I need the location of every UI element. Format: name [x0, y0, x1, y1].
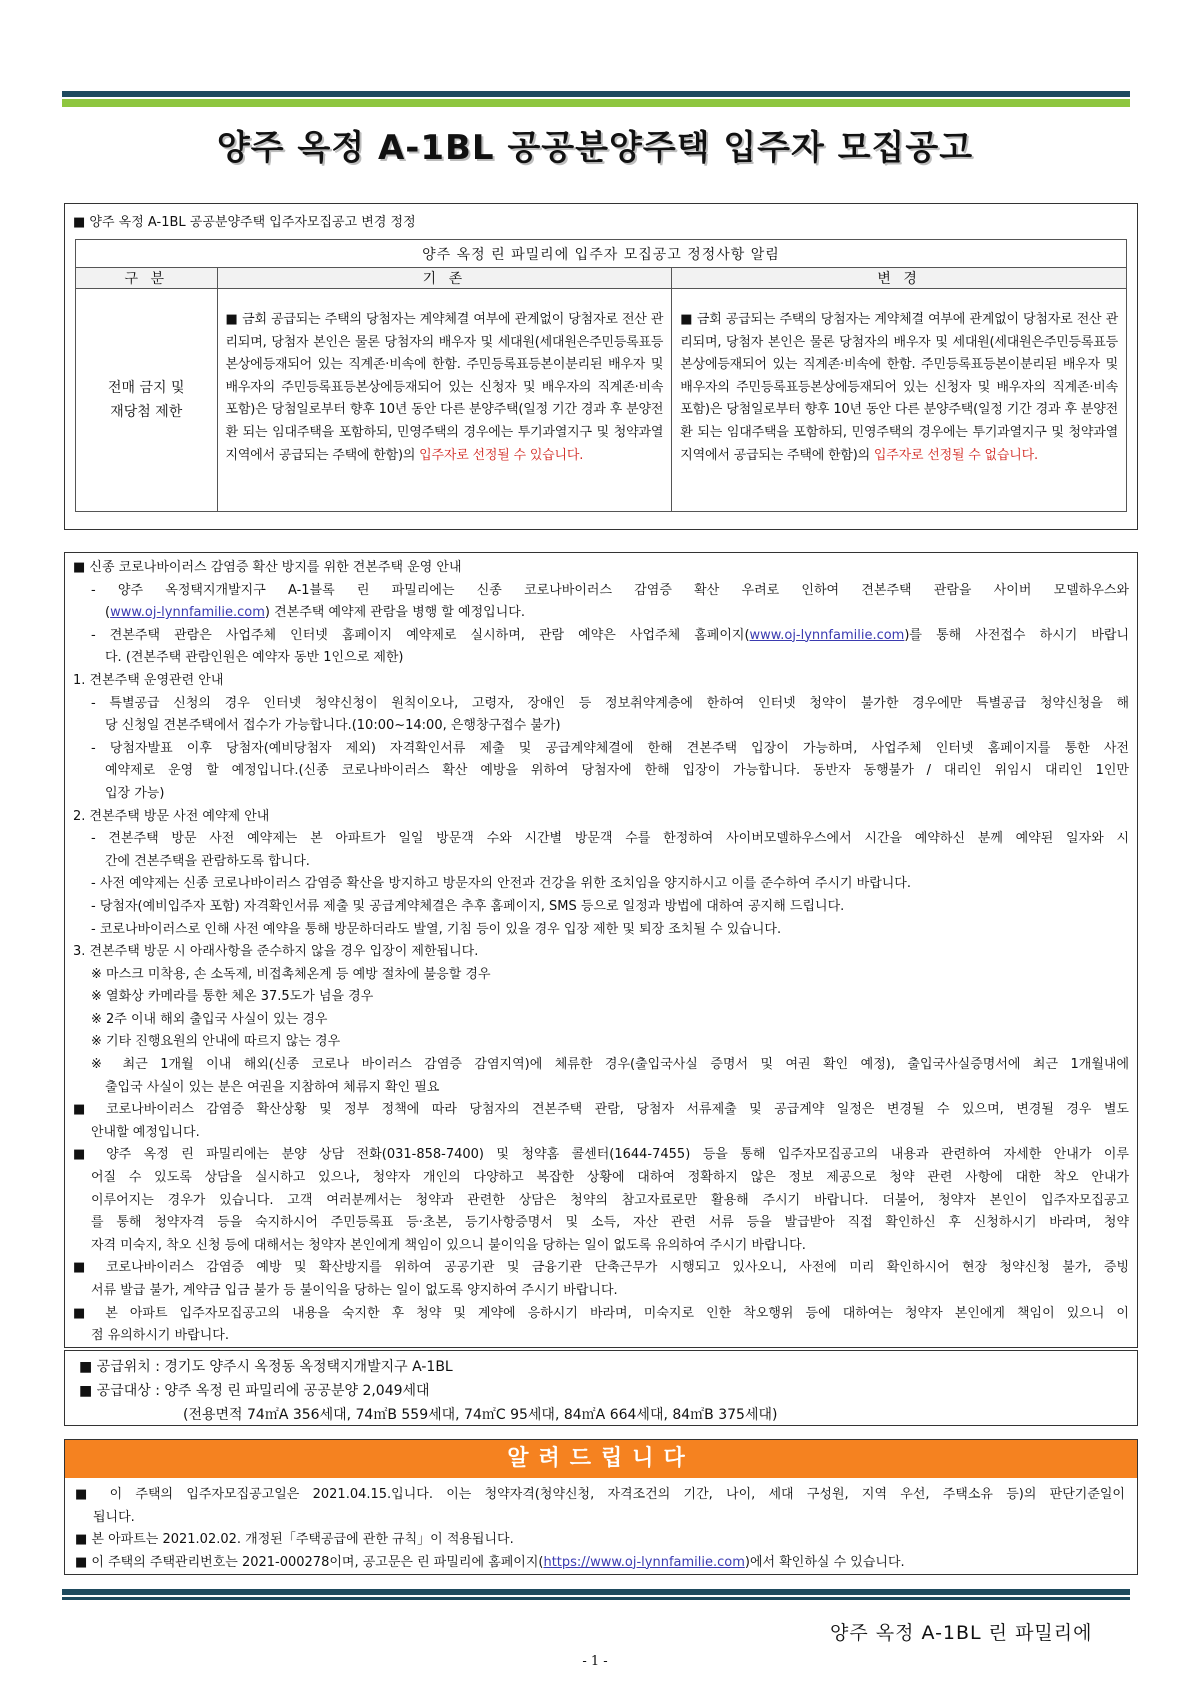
section-heading: 2. 견본주택 방문 사전 예약제 안내 [73, 808, 270, 824]
column-header-before: 기 존 [217, 268, 672, 289]
restriction-item: ※ 기타 진행요원의 안내에 따르지 않는 경우 [91, 1034, 341, 1050]
footer-bar-thick [62, 1589, 1130, 1595]
restriction-item: 출입국 사실이 있는 분은 여권을 지참하여 체류지 확인 필요 [105, 1079, 440, 1095]
notice-paragraph: 서류 발급 불가, 계약금 입금 불가 등 불이익을 당하는 일이 없도록 양지하여 주시기 바랍니다. [91, 1283, 618, 1298]
notice-paragraph: ■ 코로나바이러스 감염증 확산상황 및 정부 정책에 따라 당첨자의 견본주택 관람, 당첨자 서류제출 및 공급계약 일정은 변경될 수 있으며, 변경될 경우 별도 [73, 1102, 1129, 1118]
restriction-item: ※ 최근 1개월 이내 해외(신종 코로나 바이러스 감염증 감염지역)에 체류한 경우(출입국사실 증명서 및 여권 확인 예정), 출입국사실증명서에 최근 1개월내에 [91, 1057, 1129, 1073]
covid-line: 간에 견본주택을 관람하도록 합니다. [105, 853, 310, 869]
correction-table [75, 239, 1127, 512]
section-heading: 3. 견본주택 방문 시 아래사항을 준수하지 않을 경우 입장이 제한됩니다. [73, 944, 479, 960]
covid-notice-text [73, 557, 1129, 1348]
supply-detail: (전용면적 74㎡A 356세대, 74㎡B 559세대, 74㎡C 95세대, 84㎡A 664세대, 84㎡B 375세대) [183, 1407, 778, 1423]
announcement-line [75, 1552, 1125, 1575]
page-number: - 1 - [582, 1654, 608, 1669]
paren-open: ( [105, 605, 111, 621]
notice-paragraph: 점 유의하시기 바랍니다. [91, 1328, 229, 1344]
covid-line: 입장 가능) [105, 785, 165, 801]
after-text: ■ 금회 공급되는 주택의 당첨자는 계약체결 여부에 관계없이 당첨자로 전산 관리되며, 당첨자 본인은 물론 당첨자의 배우자 및 세대원(세대원은주민등록표등본상에등재되어 있는 직계존·비속에 한함. 주민등록표등본이분리된 배우자 및 배우자의 주민등록표등본상에등재되어 있는 신청자 및 배우자의 직계존·비속 포함)은 당첨일로부터 향후 10년 동안 다른 분양주택(일정 기간 경과 후 분양전환 되는 임대주택을 포함하되, 민영주택의 경우에는 투기과열지구 및 청약과열지역에서 공급되는 주택에 한함)의 [680, 312, 1118, 463]
announcement-line: ■ 본 아파트는 2021.02.02. 개정된「주택공급에 관한 규칙」이 적용됩니다. [75, 1532, 514, 1548]
announcement-line: 됩니다. [93, 1509, 135, 1525]
header-bar-navy [62, 91, 1130, 97]
announcement-header: 알려드립니다 [65, 1440, 1137, 1478]
supply-target: ■ 공급대상 : 양주 옥정 린 파밀리에 공공분양 2,049세대 [79, 1383, 430, 1399]
category-line-1: 전매 금지 및 [108, 380, 185, 396]
column-header-category: 구 분 [76, 268, 218, 289]
restriction-item: ※ 2주 이내 해외 출입국 사실이 있는 경우 [91, 1011, 328, 1027]
notice-paragraph: ■ 양주 옥정 린 파밀리에는 분양 상담 전화(031-858-7400) 및 청약홈 콜센터(1644-7455) 등을 통해 입주자모집공고의 내용과 관련하여 자세한 안내가 이루 [73, 1147, 1129, 1163]
after-red-text: 입주자로 선정될 수 없습니다. [873, 447, 1038, 463]
section-heading: 1. 견본주택 운영관련 안내 [73, 672, 224, 688]
covid-line: - 사전 예약제는 신종 코로나바이러스 감염증 확산을 방지하고 방문자의 안전과 건강을 위한 조치임을 양지하시고 이를 준수하여 주시기 바랍니다. [91, 876, 911, 892]
restriction-item: ※ 마스크 미착용, 손 소독제, 비접촉체온계 등 예방 절차에 불응할 경우 [91, 966, 491, 982]
announcement-text-part: )에서 확인하실 수 있습니다. [744, 1554, 905, 1570]
header-bar-green [62, 99, 1130, 107]
announcement-text-part: ■ 이 주택의 주택관리번호는 2021-000278이며, 공고문은 린 파밀리에 홈페이지( [75, 1554, 544, 1570]
supply-info-box [64, 1350, 1138, 1426]
notice-paragraph: 자격 미숙지, 착오 신청 등에 대해서는 청약자 본인에게 책임이 있으니 불이익을 당하는 일이 없도록 유의하여 주시기 바랍니다. [91, 1237, 806, 1253]
announcement-box [64, 1439, 1138, 1575]
covid-line: 당 신청일 견본주택에서 접수가 가능합니다.(10:00~14:00, 은행창구접수 불가) [105, 718, 561, 734]
category-line-2: 재당첨 제한 [110, 404, 183, 420]
notice-paragraph: 어질 수 있도록 상담을 실시하고 있으나, 청약자 개인의 다양하고 복잡한 상황에 대하여 정확하지 않은 정보 제공으로 청약 관련 사항에 대한 착오 안내가 [91, 1170, 1129, 1186]
announcement-line: ■ 이 주택의 입주자모집공고일은 2021.04.15.입니다. 이는 청약자격(청약신청, 자격조건의 기간, 나이, 세대 구성원, 지역 우선, 주택소유 등)의 판단기준일이 [75, 1487, 1125, 1502]
footer-brand: 양주 옥정 A-1BL 린 파밀리에 [830, 1622, 1093, 1644]
after-cell [672, 289, 1127, 512]
before-text: ■ 금회 공급되는 주택의 당첨자는 계약체결 여부에 관계없이 당첨자로 전산 관리되며, 당첨자 본인은 물론 당첨자의 배우자 및 세대원(세대원은주민등록표등본상에등재되어 있는 직계존·비속에 한함. 주민등록표등본이분리된 배우자 및 배우자의 주민등록표등본상에등재되어 있는 신청자 및 배우자의 직계존·비속 포함)은 당첨일로부터 향후 10년 동안 다른 분양주택(일정 기간 경과 후 분양전환 되는 임대주택을 포함하되, 민영주택의 경우에는 투기과열지구 및 청약과열지역에서 공급되는 주택에 한함)의 [225, 312, 664, 463]
covid-line: - 특별공급 신청의 경우 인터넷 청약신청이 원칙이오나, 고령자, 장애인 등 정보취약계층에 한하여 인터넷 청약이 불가한 경우에만 특별공급 청약신청을 해 [91, 695, 1129, 711]
before-red-text: 입주자로 선정될 수 있습니다. [419, 447, 584, 463]
covid-line: - 당첨자발표 이후 당첨자(예비당첨자 제외) 자격확인서류 제출 및 공급계약체결에 한해 견본주택 입장이 가능하며, 사업주체 인터넷 홈페이지를 통한 사전 [91, 740, 1129, 756]
announcement-text [75, 1484, 1125, 1574]
covid-line [73, 602, 1129, 625]
homepage-link[interactable]: www.oj-lynnfamilie.com [110, 605, 265, 621]
category-cell [76, 289, 218, 512]
homepage-link[interactable]: https://www.oj-lynnfamilie.com [543, 1554, 745, 1570]
footer-bar-thin [62, 1597, 1130, 1600]
correction-heading: ■ 양주 옥정 A-1BL 공공분양주택 입주자모집공고 변경 정정 [73, 215, 416, 230]
before-cell [217, 289, 672, 512]
covid-line: 다. (견본주택 관람인원은 예약자 동반 1인으로 제한) [105, 650, 404, 666]
page-title: 양주 옥정 A-1BL 공공분양주택 입주자 모집공고 [216, 128, 974, 168]
covid-text: - 견본주택 관람은 사업주체 인터넷 홈페이지 예약제로 실시하며, 관람 예약은 사업주체 홈페이지( [91, 627, 750, 643]
covid-line [73, 625, 1129, 648]
covid-line: 예약제로 운영 할 예정입니다.(신종 코로나바이러스 확산 예방을 위하여 당첨자에 한해 입장이 가능합니다. 동반자 동행불가 / 대리인 위임시 대리인 1인만 [105, 763, 1129, 779]
notice-paragraph: ■ 코로나바이러스 감염증 예방 및 확산방지를 위하여 공공기관 및 금융기관 단축근무가 시행되고 있사오니, 사전에 미리 확인하시어 현장 청약신청 불가, 증빙 [73, 1260, 1129, 1276]
covid-heading: ■ 신종 코로나바이러스 감염증 확산 방지를 위한 견본주택 운영 안내 [73, 560, 462, 575]
column-header-after: 변 경 [672, 268, 1127, 289]
restriction-item: ※ 열화상 카메라를 통한 체온 37.5도가 넘을 경우 [91, 989, 374, 1005]
covid-line: - 당첨자(예비입주자 포함) 자격확인서류 제출 및 공급계약체결은 추후 홈페이지, SMS 등으로 일정과 방법에 대하여 공지해 드립니다. [91, 898, 845, 914]
homepage-link[interactable]: www.oj-lynnfamilie.com [749, 627, 905, 643]
correction-table-title: 양주 옥정 린 파밀리에 입주자 모집공고 정정사항 알림 [76, 240, 1127, 268]
supply-location: ■ 공급위치 : 경기도 양주시 옥정동 옥정택지개발지구 A-1BL [79, 1359, 453, 1375]
covid-text: ) 견본주택 예약제 관람을 병행 할 예정입니다. [264, 605, 525, 621]
covid-line: - 코로나바이러스로 인해 사전 예약을 통해 방문하더라도 발열, 기침 등이 있을 경우 입장 제한 및 퇴장 조치될 수 있습니다. [91, 921, 782, 937]
notice-paragraph: 이루어지는 경우가 있습니다. 고객 여러분께서는 청약과 관련한 상담은 청약의 참고자료로만 활용해 주시기 바랍니다. 더불어, 청약자 본인이 입주자모집공고 [91, 1192, 1129, 1208]
notice-paragraph: 안내할 예정입니다. [91, 1124, 200, 1140]
covid-notice-box [64, 552, 1138, 1348]
covid-text: )를 통해 사전접수 하시기 바랍니 [904, 627, 1129, 643]
correction-box [64, 203, 1138, 530]
notice-paragraph: 를 통해 청약자격 등을 숙지하시어 주민등록표 등·초본, 등기사항증명서 및 소득, 자산 관련 서류 등을 발급받아 직접 확인하신 후 신청하시기 바라며, 청약 [91, 1215, 1129, 1231]
covid-line: - 양주 옥정택지개발지구 A-1블록 린 파밀리에는 신종 코로나바이러스 감염증 확산 우려로 인하여 견본주택 관람을 사이버 모델하우스와 [91, 582, 1129, 598]
covid-line: - 견본주택 방문 사전 예약제는 본 아파트가 일일 방문객 수와 시간별 방문객 수를 한정하여 사이버모델하우스에서 시간을 예약하신 분께 예약된 일자와 시 [91, 831, 1129, 847]
notice-paragraph: ■ 본 아파트 입주자모집공고의 내용을 숙지한 후 청약 및 계약에 응하시기 바라며, 미숙지로 인한 착오행위 등에 대하여는 청약자 본인에게 책임이 있으니 이 [73, 1305, 1129, 1321]
